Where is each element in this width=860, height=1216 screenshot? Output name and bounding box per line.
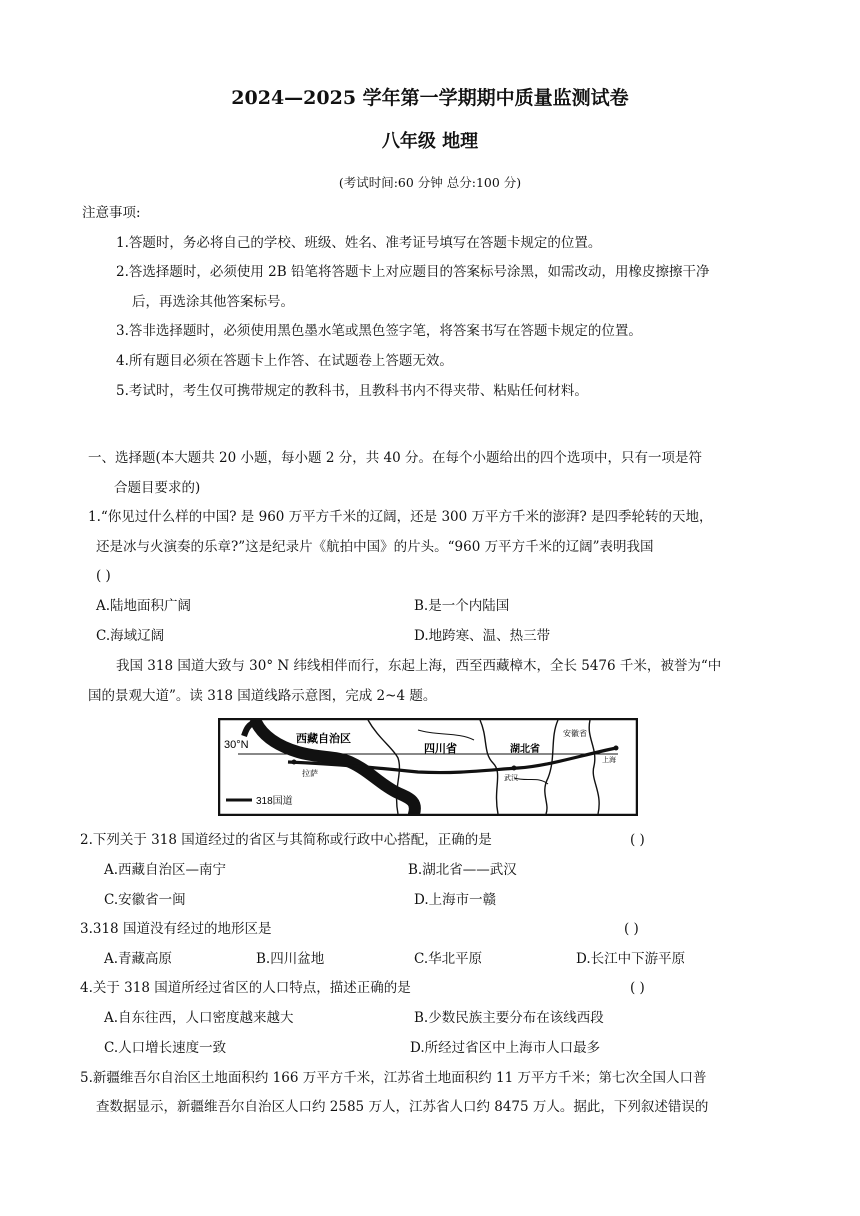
section-1-heading: 一、选择题(本大题共 20 小题，每小题 2 分，共 40 分。在每个小题给出的四个选项中，只有一项是符 [88, 450, 702, 466]
question-3-stem: 3.318 国道没有经过的地形区是 [80, 921, 272, 937]
question-5-stem-cont: 查数据显示，新疆维吾尔自治区人口约 2585 万人，江苏省人口约 8475 万人。据此，下列叙述错误的 [96, 1099, 709, 1115]
passage-text: 我国 318 国道大致与 30° N 纬线相伴而行，东起上海，西至西藏樟木，全长 5476 千米，被誉为“中 [116, 658, 722, 674]
question-2-option-a: A.西藏自治区—南宁 [104, 862, 227, 878]
exam-subtitle: 八年级 地理 [381, 131, 479, 152]
map-label-lhasa: 拉萨 [302, 769, 318, 778]
note-item-2: 2.答选择题时，必须使用 2B 铅笔将答题卡上对应题目的答案标号涂黑，如需改动，用橡皮擦擦干净 [116, 264, 710, 280]
lhasa-dot [292, 760, 297, 765]
question-2-option-d: D.上海市一赣 [414, 892, 497, 908]
question-1-option-c: C.海域辽阔 [96, 628, 165, 644]
question-4-option-d: D.所经过省区中上海市人口最多 [410, 1040, 601, 1056]
question-4-option-c: C.人口增长速度一致 [104, 1040, 227, 1056]
note-item-2-cont: 后，再选涂其他答案标号。 [132, 294, 294, 310]
question-4-stem: 4.关于 318 国道所经过省区的人口特点，描述正确的是 [80, 980, 411, 996]
map-legend-label: 318国道 [256, 796, 293, 807]
map-label-hubei: 湖北省 [510, 744, 540, 755]
question-3-option-a: A.青藏高原 [104, 951, 173, 967]
map-label-shanghai: 上海 [602, 757, 616, 764]
question-2-option-c: C.安徽省一闽 [104, 892, 186, 908]
question-1-stem-cont: 还是冰与火演奏的乐章?”这是纪录片《航拍中国》的片头。“960 万平方千米的辽阔”表明我国 [96, 539, 654, 555]
map-label-tibet: 西藏自治区 [296, 733, 351, 745]
question-4-option-b: B.少数民族主要分布在该线西段 [414, 1010, 604, 1026]
question-3-option-b: B.四川盆地 [256, 951, 325, 967]
note-item-1: 1.答题时，务必将自己的学校、班级、姓名、准考证号填写在答题卡规定的位置。 [116, 235, 602, 251]
question-5-stem: 5.新疆维吾尔自治区土地面积约 166 万平方千米，江苏省土地面积约 11 万平方千米；第七次全国人口普 [80, 1070, 707, 1086]
wuhan-dot [512, 766, 517, 771]
note-item-5: 5.考试时，考生仅可携带规定的教科书，且教科书内不得夹带、粘贴任何材料。 [116, 383, 588, 399]
shanghai-dot [614, 746, 619, 751]
section-1-heading-cont: 合题目要求的) [114, 480, 201, 496]
question-3-answer-bracket: ( ) [624, 921, 639, 937]
question-1-option-b: B.是一个内陆国 [414, 598, 510, 614]
question-1-option-a: A.陆地面积广阔 [96, 598, 192, 614]
question-1-option-d: D.地跨寒、温、热三带 [414, 628, 551, 644]
notes-heading: 注意事项: [82, 205, 141, 221]
question-4-option-a: A.自东往西，人口密度越来越大 [104, 1010, 294, 1026]
map-label-anhui: 安徽省 [563, 729, 587, 738]
question-1-answer-bracket: ( ) [96, 568, 111, 584]
question-2-answer-bracket: ( ) [630, 832, 645, 848]
note-item-4: 4.所有题目必须在答题卡上作答、在试题卷上答题无效。 [116, 353, 453, 369]
map-label-wuhan: 武汉 [504, 775, 518, 782]
question-3-option-c: C.华北平原 [414, 951, 483, 967]
question-3-option-d: D.长江中下游平原 [576, 951, 686, 967]
exam-title: 2024—2025 学年第一学期期中质量监测试卷 [231, 87, 629, 109]
map-label-30n: 30°N [224, 739, 249, 751]
note-item-3: 3.答非选择题时，必须使用黑色墨水笔或黑色签字笔，将答案书写在答题卡规定的位置。 [116, 323, 642, 339]
route-318-map [218, 718, 638, 816]
question-4-answer-bracket: ( ) [630, 980, 645, 996]
passage-text-cont: 国的景观大道”。读 318 国道线路示意图，完成 2~4 题。 [88, 688, 437, 704]
question-1-stem: 1.“你见过什么样的中国? 是 960 万平方千米的辽阔，还是 300 万平方千米的澎湃? 是四季轮转的天地， [88, 509, 713, 525]
map-label-sichuan: 四川省 [424, 743, 457, 755]
exam-info: (考试时间:60 分钟 总分:100 分) [338, 175, 522, 190]
question-2-stem: 2.下列关于 318 国道经过的省区与其简称或行政中心搭配，正确的是 [80, 832, 492, 848]
question-2-option-b: B.湖北省——武汉 [408, 862, 517, 878]
